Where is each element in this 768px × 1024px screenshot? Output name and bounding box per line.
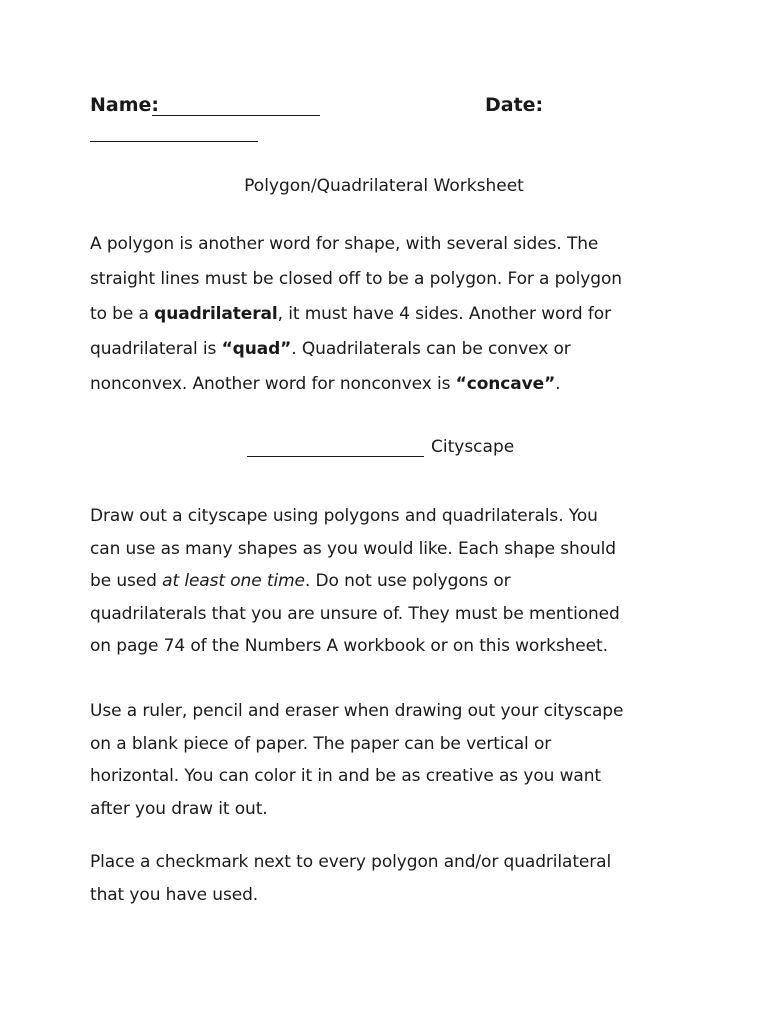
term-concave: “concave”: [455, 374, 556, 394]
checkmark-line: that you have used.: [90, 884, 259, 905]
text-segment: .: [555, 374, 561, 394]
name-label: Name:: [90, 94, 160, 116]
tools-paragraph: [90, 695, 690, 825]
checkmark-line: Place a checkmark next to every polygon and/or quadrilateral: [90, 852, 612, 872]
cityscape-blank-line: [247, 456, 424, 457]
intro-line: straight lines must be closed off to be a polygon. For a polygon: [90, 269, 622, 289]
checkmark-paragraph: [90, 846, 690, 911]
intro-line: A polygon is another word for shape, with several sides. The: [90, 234, 599, 254]
intro-line: [90, 332, 690, 367]
term-quad: “quad”: [221, 339, 292, 359]
instructions-line: Draw out a cityscape using polygons and quadrilaterals. You: [90, 506, 598, 526]
emphasis-at-least-one-time: at least one time: [162, 571, 305, 591]
instructions-line: on page 74 of the Numbers A workbook or on this worksheet.: [90, 636, 608, 656]
instructions-line: can use as many shapes as you would like. Each shape should: [90, 538, 616, 559]
tools-line: Use a ruler, pencil and eraser when drawing out your cityscape: [90, 701, 624, 721]
text-segment: , it must have 4 sides. Another word for: [277, 304, 611, 324]
intro-line: [90, 297, 690, 332]
tools-line: horizontal. You can color it in and be as creative as you want: [90, 766, 601, 786]
tools-line: on a blank piece of paper. The paper can be vertical or: [90, 733, 552, 754]
instructions-paragraph: [90, 500, 690, 663]
tools-line: after you draw it out.: [90, 798, 268, 819]
text-segment: . Quadrilaterals can be convex or: [291, 339, 571, 359]
date-label: Date:: [485, 94, 544, 116]
instructions-line: quadrilaterals that you are unsure of. They must be mentioned: [90, 603, 620, 624]
intro-line: [90, 367, 690, 402]
instructions-line: [90, 565, 690, 598]
cityscape-title: Cityscape: [431, 437, 515, 457]
text-segment: nonconvex. Another word for nonconvex is: [90, 374, 456, 394]
worksheet-title: Polygon/Quadrilateral Worksheet: [244, 176, 524, 196]
text-segment: be used: [90, 571, 163, 591]
text-segment: quadrilateral is: [90, 339, 222, 359]
text-segment: . Do not use polygons or: [304, 571, 511, 591]
name-blank-line: [152, 115, 320, 116]
intro-paragraph: [90, 227, 690, 402]
text-segment: to be a: [90, 304, 155, 324]
date-blank-line: [90, 141, 258, 142]
term-quadrilateral: quadrilateral: [154, 304, 278, 324]
